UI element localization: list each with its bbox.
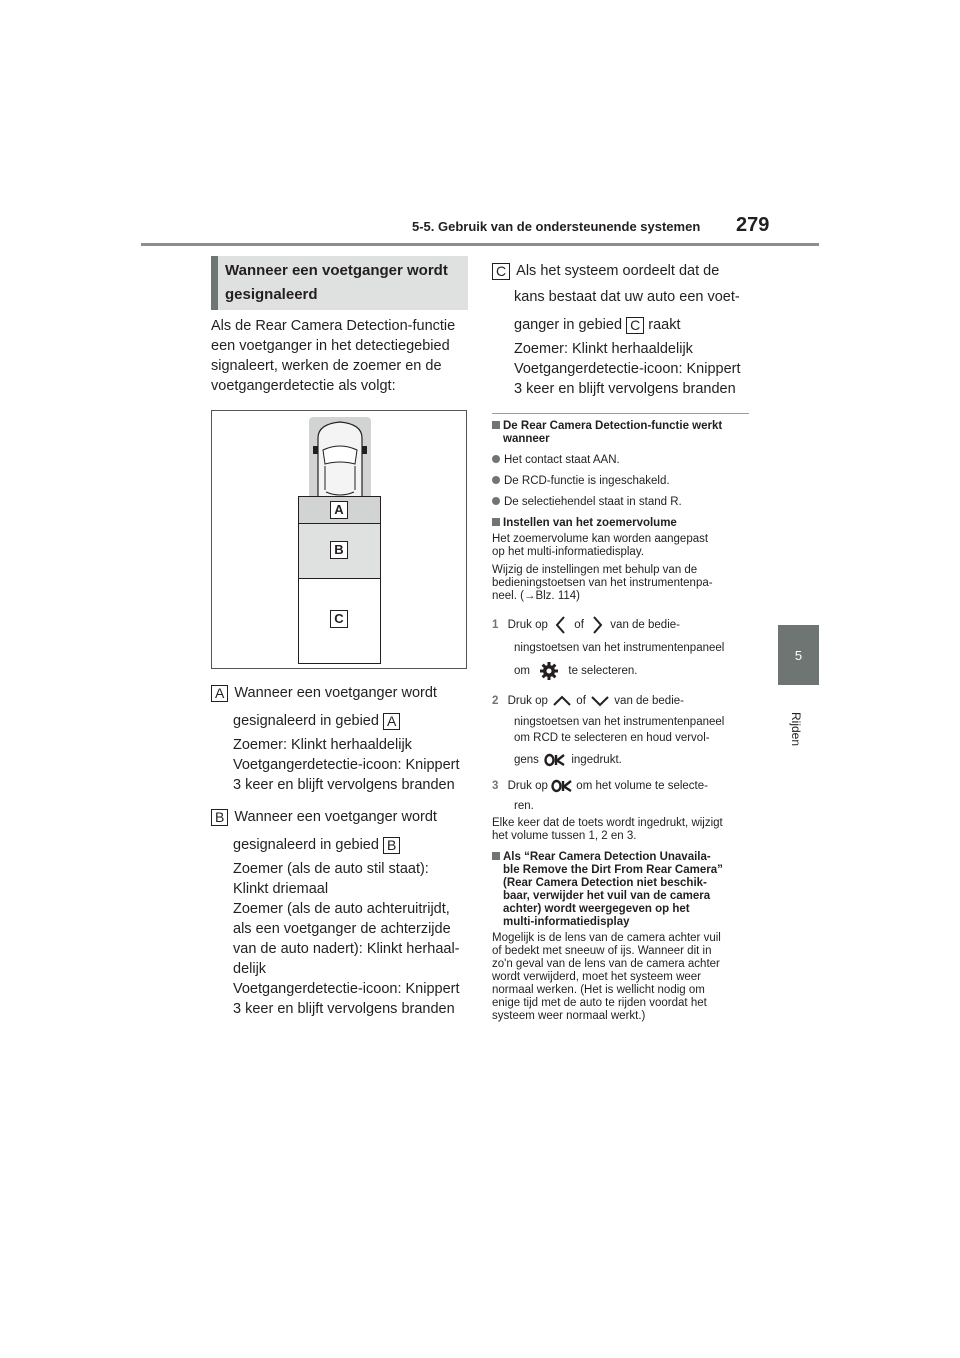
item-b-detail: Klinkt driemaal	[233, 881, 329, 897]
running-header: 5-5. Gebruik van de ondersteunende systemen	[412, 219, 701, 234]
item-a	[211, 683, 476, 795]
item-a-detail: Voetgangerdetectie-icoon: Knippert	[233, 757, 460, 773]
item-b-line: gesignaleerd in gebied	[233, 837, 379, 853]
item-a-marker: A	[211, 685, 228, 702]
item-a-detail: 3 keer en blijft vervolgens branden	[233, 777, 455, 793]
header-rule	[141, 243, 819, 246]
item-b-detail: Zoemer (als de auto achteruitrijdt,	[233, 901, 450, 917]
dot-bullet-icon	[492, 476, 500, 484]
item-a-line: Wanneer een voetganger wordt	[234, 685, 437, 701]
zone-c	[298, 578, 381, 664]
chevron-left-icon	[551, 615, 571, 635]
step-3: 3 Druk op om het volume te selecte- ren.	[492, 780, 708, 813]
right-column	[492, 420, 754, 1023]
heading-unavailable: Als “Rear Camera Detection Unavaila- ble Remove the Dirt From Rear Camera” (Rear Camera Detection niet beschik- baar, verwijder het vuil van de camera achter) wordt weergegeven op het multi-informatiedisplay	[492, 851, 754, 929]
bullet-item: De RCD-functie is ingeschakeld.	[492, 475, 754, 488]
chevron-down-icon	[589, 693, 611, 709]
item-b-detail: van de auto nadert): Klinkt herhaal-	[233, 941, 460, 957]
item-b-detail: delijk	[233, 961, 267, 977]
bullet-item: Het contact staat AAN.	[492, 454, 754, 467]
zone-a-label: A	[330, 501, 348, 519]
item-b-marker: B	[211, 809, 228, 826]
paragraph: Mogelijk is de lens van de camera achter vuil of bedekt met sneeuw of ijs. Wanneer dit in zo'n geval van de lens van de camera achter wordt verwijderd, moet het systeem weer normaal werken. (Het is wellicht nodig om enige tijd met de auto te rijden voordat het systeem weer normaal werkt.)	[492, 932, 721, 1023]
item-c-line: Als het systeem oordeelt dat de	[516, 263, 720, 279]
car-icon	[308, 416, 372, 502]
heading-rcd-active: De Rear Camera Detection-functie werkt wanneer	[492, 420, 754, 446]
item-c-detail: Voetgangerdetectie-icoon: Knippert	[514, 361, 741, 377]
item-a-ref: A	[383, 713, 400, 730]
step-2: 2 Druk op of van de bedie- ningstoetsen van het instrumentenpaneel om RCD te selecteren en houd vervol- gens ingedrukt.	[492, 693, 754, 767]
zone-b-label: B	[330, 541, 348, 559]
item-b-detail: 3 keer en blijft vervolgens branden	[233, 1001, 455, 1017]
intro-line: signaleert, werken de zoemer en de	[211, 358, 442, 374]
item-b-detail: als een voetganger de achterzijde	[233, 921, 451, 937]
dot-bullet-icon	[492, 455, 500, 463]
item-c-line: raakt	[648, 317, 681, 333]
heading-volume: Instellen van het zoemervolume	[492, 517, 754, 530]
intro-line: voetgangerdetectie als volgt:	[211, 378, 396, 394]
item-a-line: gesignaleerd in gebied	[233, 713, 379, 729]
zone-b	[298, 523, 381, 580]
paragraph: Elke keer dat de toets wordt ingedrukt, wijzigt het volume tussen 1, 2 en 3.	[492, 817, 723, 843]
item-b	[211, 807, 476, 1019]
item-c-detail: Zoemer: Klinkt herhaaldelijk	[514, 341, 693, 357]
item-c-line: kans bestaat dat uw auto een voet-	[514, 289, 740, 305]
gear-icon	[539, 661, 559, 681]
chapter-label: Rijden	[789, 712, 803, 747]
item-c-line: ganger in gebied	[514, 317, 623, 333]
square-bullet-icon	[492, 852, 500, 860]
paragraph: Wijzig de instellingen met behulp van de bedieningstoetsen van het instrumentenpa- neel. (→Blz. 114)	[492, 564, 713, 602]
intro-paragraph	[211, 316, 471, 396]
intro-line: een voetganger in het detectiegebied	[211, 338, 450, 354]
item-b-ref: B	[383, 837, 400, 854]
chapter-tab: 5	[778, 625, 819, 685]
step-1: 1 Druk op of van de bedie- ningstoetsen van het instrumentenpaneel om te selecteren.	[492, 615, 754, 681]
dot-bullet-icon	[492, 497, 500, 505]
square-bullet-icon	[492, 518, 500, 526]
zone-a	[298, 496, 381, 525]
item-b-detail: Zoemer (als de auto stil staat):	[233, 861, 429, 877]
item-c	[492, 261, 762, 399]
item-b-line: Wanneer een voetganger wordt	[234, 809, 437, 825]
ok-icon	[544, 753, 566, 767]
item-b-detail: Voetgangerdetectie-icoon: Knippert	[233, 981, 460, 997]
ok-icon	[551, 779, 573, 793]
section-title-bar	[211, 256, 218, 310]
item-c-marker: C	[492, 263, 510, 280]
section-title: Wanneer een voetganger wordt gesignaleerd	[225, 262, 448, 303]
page-number: 279	[736, 214, 770, 236]
zone-c-label: C	[330, 610, 348, 628]
item-a-detail: Zoemer: Klinkt herhaaldelijk	[233, 737, 412, 753]
chevron-up-icon	[551, 693, 573, 709]
square-bullet-icon	[492, 421, 500, 429]
detection-area-figure	[211, 410, 467, 669]
bullet-item: De selectiehendel staat in stand R.	[492, 496, 754, 509]
item-c-ref: C	[626, 317, 644, 334]
item-c-detail: 3 keer en blijft vervolgens branden	[514, 381, 736, 397]
paragraph: Het zoemervolume kan worden aangepast op het multi-informatiedisplay.	[492, 533, 709, 558]
chevron-right-icon	[587, 615, 607, 635]
intro-line: Als de Rear Camera Detection-functie	[211, 318, 456, 334]
divider	[492, 413, 749, 414]
